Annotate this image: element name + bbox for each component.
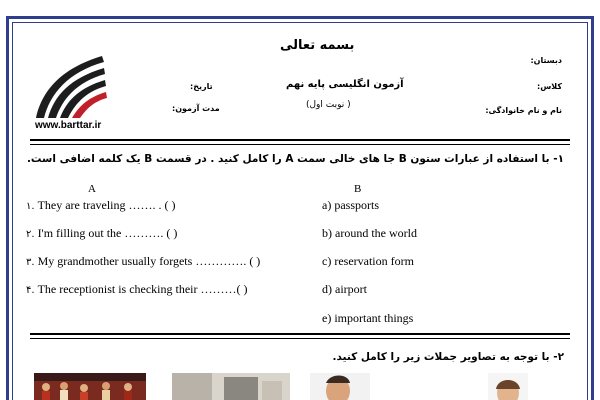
airport-crowd-photo: [34, 373, 146, 400]
question2-instruction: ۲- با توجه به تصاویر جملات زیر را کامل کنید.: [332, 351, 564, 363]
question-divider-thin: [30, 338, 570, 339]
page-title: بسمه تعالی: [280, 38, 355, 53]
column-a-header: A: [88, 183, 96, 195]
column-b-option: e) important things: [322, 311, 414, 325]
barttar-logo-icon: [32, 50, 112, 120]
item-number: ۳.: [26, 257, 35, 268]
column-a-item: [26, 226, 177, 241]
column-a-item: [26, 254, 260, 269]
duration-label: مدت آزمون:: [172, 104, 220, 113]
logo-url: www.barttar.ir: [35, 120, 102, 131]
exam-title: آزمون انگلیسی پایه نهم: [286, 79, 404, 90]
date-label: تاریخ:: [190, 82, 213, 91]
header-divider: [30, 139, 570, 141]
exam-round: ( نوبت اول): [306, 100, 351, 110]
column-b-option: a) passports: [322, 198, 379, 212]
header-divider-thin: [30, 144, 570, 145]
item-number: ۲.: [26, 229, 35, 240]
man-portrait-photo: [310, 373, 370, 400]
item-text: I'm filling out the ………. ( ): [37, 226, 178, 240]
item-number: ۴.: [26, 285, 35, 296]
item-text: They are traveling ……. . ( ): [37, 198, 176, 212]
column-b-option: b) around the world: [322, 226, 417, 240]
column-a-item: [26, 282, 248, 297]
item-text: The receptionist is checking their ………( ): [37, 282, 248, 296]
question1-instruction: ۱- با استفاده از عبارات ستون B جا های خالی سمت A را کامل کنید . در قسمت B یک کلمه اضافی است.: [26, 153, 564, 165]
column-a-item: [26, 198, 176, 213]
class-label: کلاس:: [537, 82, 562, 91]
column-b-option: c) reservation form: [322, 254, 414, 268]
item-text: My grandmother usually forgets …………. ( ): [37, 254, 261, 268]
student-name-label: نام و نام خانوادگی:: [485, 106, 562, 115]
woman-portrait-photo: [488, 373, 528, 400]
item-number: ۱.: [26, 201, 35, 212]
passport-hand-photo: [172, 373, 290, 400]
school-label: دبستان:: [530, 56, 562, 65]
column-b-option: d) airport: [322, 282, 367, 296]
column-b-header: B: [354, 183, 362, 195]
question-divider: [30, 333, 570, 335]
